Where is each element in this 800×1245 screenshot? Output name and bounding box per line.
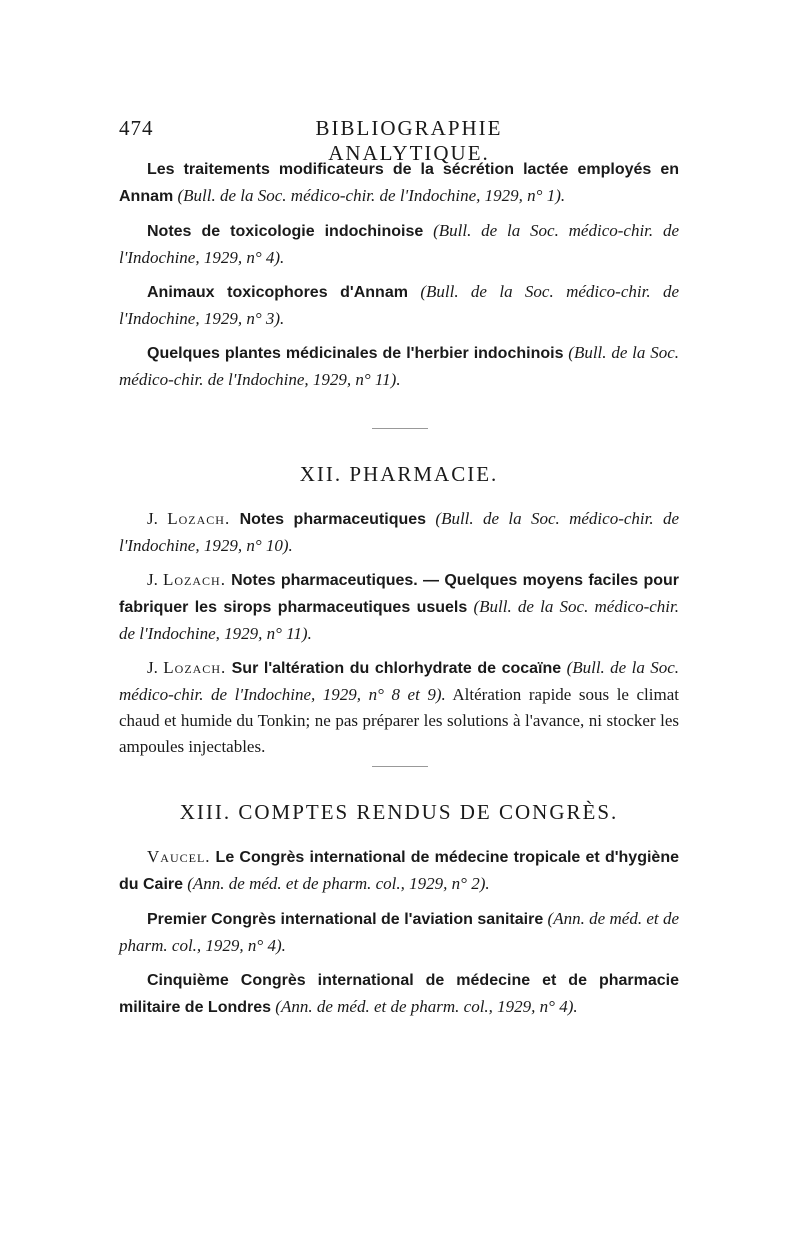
section-heading-pharmacy: XII. PHARMACIE. — [299, 462, 499, 486]
entry-reference: (Bull. de la Soc. médico-chir. de l'Indochine, 1929, n° 3). — [119, 282, 679, 328]
entry-title: Animaux toxicophores d'Annam — [147, 284, 408, 301]
page-header — [119, 116, 679, 165]
entry-title: Le Congrès international de médecine tropicale et d'hygiène du Caire — [119, 849, 679, 893]
bibliography-entry — [119, 967, 679, 1021]
bibliography-entry — [119, 279, 679, 332]
entry-title: Sur l'altération du chlorhydrate de cocaïne — [231, 660, 562, 677]
entry-title: Quelques plantes médicinales de l'herbier indochinois — [147, 345, 564, 362]
entry-reference: (Ann. de méd. et de pharm. col., 1929, n° 4). — [275, 997, 578, 1016]
bibliography-entry — [119, 218, 679, 271]
section-divider — [372, 766, 428, 767]
page-number: 474 — [119, 116, 154, 140]
author-initial: J. — [147, 658, 158, 677]
bibliography-entry — [119, 906, 679, 959]
bibliography-entry — [119, 844, 679, 898]
section-pharmacy — [119, 506, 679, 760]
section-congress — [119, 844, 679, 1021]
section-toxicology — [119, 156, 679, 393]
entry-title: Notes de toxicologie indochinoise — [147, 223, 424, 240]
entry-reference: (Bull. de la Soc. médico-chir. de l'Indochine, 1929, n° 11). — [119, 343, 680, 389]
entry-reference: (Ann. de méd. et de pharm. col., 1929, n° 2). — [187, 874, 490, 893]
entry-title: Notes pharmaceutiques. — Quelques moyens faciles pour fabriquer les sirops pharmaceutiques usuels — [119, 572, 679, 616]
author-initial: J. — [147, 570, 158, 589]
bibliography-entry — [119, 340, 679, 393]
entry-reference: (Bull. de la Soc. médico-chir. de l'Indochine, 1929, n° 8 et 9). — [119, 658, 680, 704]
entry-title: Premier Congrès international de l'aviation sanitaire — [147, 911, 544, 928]
entry-title: Cinquième Congrès international de médecine et de pharmacie militaire de Londres — [119, 972, 679, 1016]
author-name: Lozach. — [163, 658, 227, 677]
entry-reference: (Bull. de la Soc. médico-chir. de l'Indochine, 1929, n° 1). — [177, 186, 566, 205]
author-name: Vaucel. — [147, 847, 211, 866]
author-initial: J. — [147, 509, 158, 528]
entry-reference: (Bull. de la Soc. médico-chir. de l'Indochine, 1929, n° 4). — [119, 221, 680, 267]
running-title: BIBLIOGRAPHIE ANALYTIQUE. — [315, 116, 503, 165]
bibliography-entry — [119, 506, 679, 559]
entry-title: Notes pharmaceutiques — [239, 511, 427, 528]
author-name: Lozach. — [167, 509, 231, 528]
section-heading-congress: XIII. COMPTES RENDUS DE CONGRÈS. — [179, 800, 619, 824]
entry-title: Les traitements modificateurs de la sécrétion lactée employés en Annam — [119, 161, 679, 205]
bibliography-entry — [119, 655, 679, 760]
bibliography-entry — [119, 156, 679, 210]
bibliography-entry — [119, 567, 679, 647]
entry-reference: (Bull. de la Soc. médico-chir. de l'Indochine, 1929, n° 11). — [119, 597, 679, 643]
author-name: Lozach. — [162, 570, 226, 589]
entry-reference: (Ann. de méd. et de pharm. col., 1929, n° 4). — [119, 909, 679, 955]
entry-note: Altération rapide sous le climat chaud et humide du Tonkin; ne pas préparer les solutions à l'avance, ni stocker les ampoules injectables. — [119, 685, 679, 756]
section-divider — [372, 428, 428, 429]
entry-reference: (Bull. de la Soc. médico-chir. de l'Indochine, 1929, n° 10). — [119, 509, 680, 555]
